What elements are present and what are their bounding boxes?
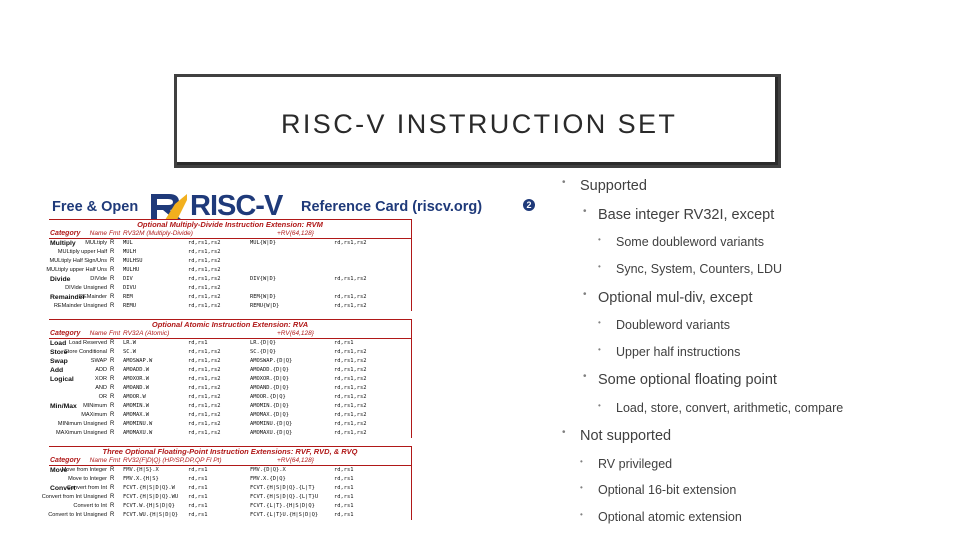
card-cell-fmt: R — [110, 349, 115, 355]
card-cell-cat: Convert — [50, 485, 76, 492]
card-cell-args: rd,rs1,rs2 — [188, 403, 221, 409]
card-table-row — [49, 293, 411, 302]
card-cell-fmt: R — [110, 503, 115, 509]
bullet-text: Upper half instructions — [616, 345, 741, 359]
bullet-text: Not supported — [580, 428, 672, 444]
card-cell-name: SWAP — [90, 358, 107, 364]
card-table-row — [49, 275, 411, 284]
card-cell-op: AMOMIN.W — [123, 403, 149, 409]
bullet-dot-icon: • — [562, 177, 566, 188]
bullet-dot-icon: • — [580, 510, 583, 519]
card-table-row — [49, 475, 411, 484]
card-cell-cat: Move — [50, 467, 68, 474]
card-cell-op64: AMOADD.{D|Q} — [250, 367, 289, 373]
card-cell-fmt: R — [110, 394, 115, 400]
card-table-row — [49, 384, 411, 393]
card-cell-args64: rd,rs1,rs2 — [334, 367, 367, 373]
card-cell-op64: AMOMAX.{D|Q} — [250, 412, 289, 418]
card-cell-op64: REM{W|D} — [250, 294, 276, 300]
card-table-row — [49, 257, 411, 266]
bullet-dot-icon: • — [598, 318, 601, 327]
card-cell-name: MAXimum Unsigned — [56, 430, 107, 436]
card-header-fmt: Fmt — [109, 330, 121, 337]
card-cell-op: DIVU — [123, 285, 136, 291]
card-section — [41, 446, 412, 520]
card-table-row — [49, 466, 411, 475]
card-cell-op: FMV.X.{H|S} — [123, 476, 159, 482]
card-cell-args64: rd,rs1 — [334, 340, 354, 346]
bullet-dot-icon: • — [583, 371, 587, 382]
bullet-text: Optional 16-bit extension — [598, 483, 737, 497]
card-cell-op64: SC.{D|Q} — [250, 349, 276, 355]
card-table-row — [49, 339, 411, 348]
title-box — [174, 74, 781, 168]
card-cell-args64: rd,rs1,rs2 — [334, 276, 367, 282]
card-table-row — [49, 502, 411, 511]
card-header-category: Category — [50, 330, 81, 337]
card-cell-args: rd,rs1,rs2 — [188, 267, 221, 273]
card-cell-name: MINimum Unsigned — [57, 421, 107, 427]
card-cell-args: rd,rs1,rs2 — [188, 303, 221, 309]
card-header-ext: +RV{64,128} — [277, 457, 314, 464]
card-cell-name: REMainder Unsigned — [53, 303, 107, 309]
bullet-text: RV privileged — [598, 457, 673, 471]
card-cell-args: rd,rs1,rs2 — [188, 258, 221, 264]
card-cell-name: Move to Integer — [68, 476, 107, 482]
card-cell-fmt: R — [110, 421, 115, 427]
card-table-row — [49, 248, 411, 257]
card-cell-args64: rd,rs1,rs2 — [334, 430, 367, 436]
card-cell-op64: AMOMIN.{D|Q} — [250, 403, 289, 409]
bullet-dot-icon: • — [562, 427, 566, 438]
card-reference-title: Reference Card (riscv.org) — [301, 199, 483, 215]
card-table-row — [49, 348, 411, 357]
card-cell-name: XOR — [94, 376, 107, 382]
card-table-row — [49, 429, 411, 438]
card-cell-op64: AMOMAXU.{D|Q} — [250, 430, 293, 436]
card-table-row — [49, 284, 411, 293]
card-cell-cat: Add — [50, 367, 64, 374]
card-cell-args64: rd,rs1,rs2 — [334, 240, 367, 246]
card-cell-op: FCVT.W.{H|S|D|Q} — [123, 503, 175, 509]
riscv-reference-card — [41, 188, 537, 518]
card-cell-op64: AMOXOR.{D|Q} — [250, 376, 289, 382]
card-cell-fmt: R — [110, 412, 115, 418]
card-cell-args: rd,rs1,rs2 — [188, 276, 221, 282]
bullet-dot-icon: • — [583, 206, 587, 217]
card-cell-fmt: R — [110, 258, 115, 264]
card-cell-name: DIVide Unsigned — [65, 285, 107, 291]
card-cell-args: rd,rs1,rs2 — [188, 394, 221, 400]
card-cell-args64: rd,rs1 — [334, 485, 354, 491]
bullet-dot-icon: • — [598, 345, 601, 354]
card-table-row — [49, 402, 411, 411]
card-cell-args: rd,rs1,rs2 — [188, 285, 221, 291]
card-cell-fmt: R — [110, 240, 115, 246]
card-header-base: RV32{F|D|Q} (HP/SP,DP,QP Fl Pt) — [123, 457, 222, 464]
card-cell-name: Store Conditional — [64, 349, 107, 355]
card-cell-name: Move from Integer — [61, 467, 107, 473]
bullet-text: Sync, System, Counters, LDU — [616, 262, 783, 276]
card-cell-args: rd,rs1 — [188, 476, 208, 482]
card-cell-op64: DIV{W|D} — [250, 276, 276, 282]
card-header-category: Category — [50, 457, 81, 464]
card-cell-args: rd,rs1 — [188, 494, 208, 500]
card-cell-args: rd,rs1,rs2 — [188, 385, 221, 391]
bullet-text: Load, store, convert, arithmetic, compare — [616, 401, 844, 415]
card-cell-op: MUL — [123, 240, 133, 246]
card-cell-cat: Swap — [50, 358, 68, 365]
card-cell-args64: rd,rs1,rs2 — [334, 403, 367, 409]
card-cell-op64: FCVT.{H|S|D|Q}.{L|T}U — [250, 494, 319, 500]
card-table-row — [49, 366, 411, 375]
card-cell-fmt: R — [110, 430, 115, 436]
card-cell-fmt: R — [110, 512, 115, 518]
card-cell-args: rd,rs1,rs2 — [188, 240, 221, 246]
card-cell-op: MULH — [123, 249, 136, 255]
card-cell-args: rd,rs1 — [188, 467, 208, 473]
card-cell-args: rd,rs1,rs2 — [188, 421, 221, 427]
card-cell-op64: AMOMINU.{D|Q} — [250, 421, 293, 427]
bullet-dot-icon: • — [580, 457, 583, 466]
card-cell-op: FCVT.{H|S|D|Q}.WU — [123, 494, 179, 500]
card-cell-cat: Divide — [50, 276, 71, 283]
card-cell-fmt: R — [110, 249, 115, 255]
bullet-dot-icon: • — [598, 235, 601, 244]
card-cell-op: MULHU — [123, 267, 140, 273]
card-riscv-wordmark: RISC-V — [190, 190, 283, 222]
card-cell-op64: FCVT.{L|T}U.{H|S|D|Q} — [250, 512, 319, 518]
card-table-row — [49, 302, 411, 311]
card-cell-fmt: R — [110, 485, 115, 491]
card-cell-op64: FMV.{D|Q}.X — [250, 467, 286, 473]
card-cell-args: rd,rs1 — [188, 485, 208, 491]
card-cell-fmt: R — [110, 340, 115, 346]
card-cell-name: MULtiply upper Half Uns — [46, 267, 107, 273]
card-cell-args64: rd,rs1,rs2 — [334, 349, 367, 355]
card-cell-op: MULHSU — [123, 258, 143, 264]
card-section — [49, 319, 412, 438]
card-cell-fmt: R — [110, 467, 115, 473]
card-cell-args: rd,rs1,rs2 — [188, 376, 221, 382]
card-cell-name: DIVide — [90, 276, 107, 282]
card-table-row — [49, 375, 411, 384]
card-cell-fmt: R — [110, 358, 115, 364]
card-cell-fmt: R — [110, 294, 115, 300]
card-cell-op64: FMV.X.{D|Q} — [250, 476, 286, 482]
card-cell-op64: AMOAND.{D|Q} — [250, 385, 289, 391]
card-header-name: Name — [89, 330, 107, 337]
card-table-row — [49, 411, 411, 420]
bullet-dot-icon: • — [580, 483, 583, 492]
bullet-text: Some optional floating point — [598, 372, 777, 388]
bullet-text: Some doubleword variants — [616, 235, 764, 249]
card-cell-op: AMOXOR.W — [123, 376, 149, 382]
card-cell-args64: rd,rs1,rs2 — [334, 358, 367, 364]
card-header-name: Name — [89, 457, 107, 464]
card-cell-op64: FCVT.{H|S|D|Q}.{L|T} — [250, 485, 315, 491]
card-table-row — [49, 484, 411, 493]
card-cell-args64: rd,rs1,rs2 — [334, 385, 367, 391]
card-cell-op: REMU — [123, 303, 136, 309]
card-header-fmt: Fmt — [109, 457, 121, 464]
card-cell-op64: AMOOR.{D|Q} — [250, 394, 286, 400]
card-cell-args: rd,rs1,rs2 — [188, 294, 221, 300]
card-cell-op: AMOAND.W — [123, 385, 149, 391]
card-cell-args64: rd,rs1 — [334, 476, 354, 482]
card-table-row — [46, 266, 411, 275]
card-cell-args64: rd,rs1 — [334, 512, 354, 518]
card-cell-name: MULtiply Half Sign/Uns — [49, 258, 107, 264]
card-cell-cat: Remainder — [50, 294, 86, 301]
card-cell-fmt: R — [110, 285, 115, 291]
card-cell-args64: rd,rs1,rs2 — [334, 294, 367, 300]
card-cell-name: AND — [95, 385, 107, 391]
card-table-row — [49, 420, 411, 429]
bullet-text: Base integer RV32I, except — [598, 207, 775, 223]
card-cell-op: AMOSWAP.W — [123, 358, 153, 364]
card-cell-op: DIV — [123, 276, 133, 282]
card-table-row — [41, 493, 411, 502]
card-cell-fmt: R — [110, 267, 115, 273]
card-cell-op64: MUL{W|D} — [250, 240, 276, 246]
card-cell-args64: rd,rs1 — [334, 503, 354, 509]
card-cell-args: rd,rs1,rs2 — [188, 349, 221, 355]
card-cell-name: Convert to Int — [73, 503, 107, 509]
card-cell-cat: Logical — [50, 376, 74, 383]
card-section-header — [49, 456, 411, 466]
card-header-ext: +RV{64,128} — [277, 230, 314, 237]
card-section-title: Optional Multiply-Divide Instruction Extension: RVM — [49, 219, 411, 229]
card-cell-name: OR — [98, 394, 107, 400]
card-cell-op: FCVT.{H|S|D|Q}.W — [123, 485, 175, 491]
card-cell-name: MULtiply upper Half — [57, 249, 107, 255]
card-cell-op64: REMU{W|D} — [250, 303, 280, 309]
card-cell-args: rd,rs1 — [188, 503, 208, 509]
card-cell-args64: rd,rs1,rs2 — [334, 412, 367, 418]
card-cell-args64: rd,rs1 — [334, 494, 354, 500]
card-cell-cat: Multiply — [50, 240, 76, 247]
card-cell-op64: FCVT.{L|T}.{H|S|D|Q} — [250, 503, 315, 509]
card-cell-op: FMV.{H|S}.X — [123, 467, 159, 473]
card-header-name: Name — [89, 230, 107, 237]
card-cell-fmt: R — [110, 494, 115, 500]
card-cell-cat: Load — [50, 340, 67, 347]
card-cell-name: Convert from Int — [66, 485, 107, 491]
card-cell-op: AMOMINU.W — [123, 421, 153, 427]
card-cell-name: Convert from Int Unsigned — [41, 494, 107, 500]
card-cell-fmt: R — [110, 385, 115, 391]
card-cell-args64: rd,rs1,rs2 — [334, 376, 367, 382]
card-free-open: Free & Open — [52, 199, 139, 215]
card-cell-op: AMOMAXU.W — [123, 430, 153, 436]
card-table-row — [49, 239, 411, 248]
card-cell-op: AMOADD.W — [123, 367, 149, 373]
card-cell-args: rd,rs1 — [188, 512, 208, 518]
card-cell-fmt: R — [110, 476, 115, 482]
card-cell-args: rd,rs1,rs2 — [188, 367, 221, 373]
card-cell-args64: rd,rs1 — [334, 467, 354, 473]
card-cell-op: LR.W — [123, 340, 136, 346]
card-page-number: 2 — [523, 199, 535, 211]
card-cell-args: rd,rs1,rs2 — [188, 358, 221, 364]
card-cell-fmt: R — [110, 276, 115, 282]
card-cell-fmt: R — [110, 303, 115, 309]
card-table-row — [49, 511, 411, 520]
card-cell-args: rd,rs1,rs2 — [188, 412, 221, 418]
card-cell-name: MINimum — [83, 403, 107, 409]
bullet-dot-icon: • — [583, 289, 587, 300]
card-cell-args64: rd,rs1,rs2 — [334, 303, 367, 309]
card-section-header — [49, 229, 411, 239]
card-cell-name: MULtiply — [85, 240, 107, 246]
card-cell-fmt: R — [110, 376, 115, 382]
card-cell-fmt: R — [110, 367, 115, 373]
card-header-category: Category — [50, 230, 81, 237]
card-header-base: RV32A (Atomic) — [123, 330, 170, 337]
card-cell-name: ADD — [95, 367, 107, 373]
bullet-text: Supported — [580, 178, 647, 194]
card-cell-args: rd,rs1,rs2 — [188, 430, 221, 436]
card-cell-args: rd,rs1 — [188, 340, 208, 346]
card-section-title: Three Optional Floating-Point Instruction Extensions: RVF, RVD, & RVQ — [49, 446, 411, 456]
card-cell-op: AMOOR.W — [123, 394, 146, 400]
slide-title: RISC-V INSTRUCTION SET — [281, 109, 678, 139]
bullet-dot-icon: • — [598, 401, 601, 410]
card-cell-op: FCVT.WU.{H|S|D|Q} — [123, 512, 179, 518]
card-cell-name: MAXimum — [81, 412, 107, 418]
riscv-logo-icon — [149, 192, 189, 222]
card-table-row — [49, 393, 411, 402]
bullet-text: Optional atomic extension — [598, 510, 742, 524]
card-header-fmt: Fmt — [109, 230, 121, 237]
card-header-base: RV32M (Multiply-Divide) — [123, 230, 193, 237]
card-cell-op: REM — [123, 294, 133, 300]
card-cell-name: Convert to Int Unsigned — [48, 512, 107, 518]
bullet-text: Doubleword variants — [616, 318, 730, 332]
card-cell-args64: rd,rs1,rs2 — [334, 394, 367, 400]
card-cell-fmt: R — [110, 403, 115, 409]
card-cell-op64: LR.{D|Q} — [250, 340, 276, 346]
card-section-title: Optional Atomic Instruction Extension: RVA — [49, 319, 411, 329]
card-cell-op: AMOMAX.W — [123, 412, 149, 418]
card-cell-name: REMainder — [79, 294, 107, 300]
bullet-text: Optional mul-div, except — [598, 290, 753, 306]
card-cell-cat: Min/Max — [50, 403, 77, 410]
card-table-row — [49, 357, 411, 366]
card-section-header — [49, 329, 411, 339]
card-cell-args: rd,rs1,rs2 — [188, 249, 221, 255]
card-cell-op64: AMOSWAP.{D|Q} — [250, 358, 293, 364]
bullet-dot-icon: • — [598, 262, 601, 271]
card-cell-op: SC.W — [123, 349, 136, 355]
card-cell-name: Load Reserved — [69, 340, 107, 346]
card-header-ext: +RV{64,128} — [277, 330, 314, 337]
card-cell-cat: Store — [50, 349, 68, 356]
card-cell-args64: rd,rs1,rs2 — [334, 421, 367, 427]
card-section — [46, 219, 412, 311]
